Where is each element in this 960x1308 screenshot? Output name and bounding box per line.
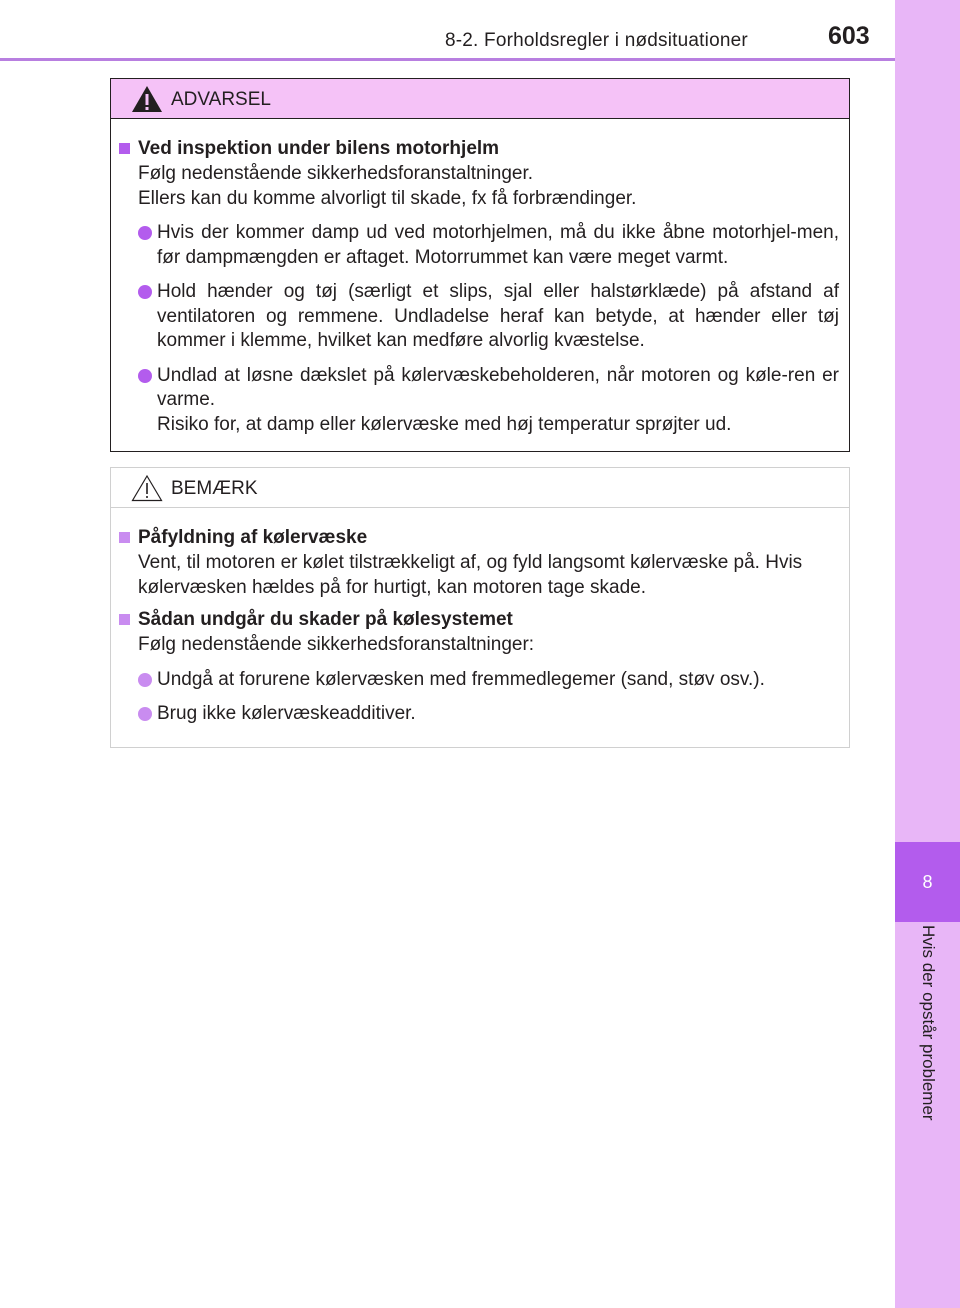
- notice-body: [111, 508, 849, 727]
- page-number: 603: [828, 22, 870, 50]
- chapter-title: Hvis der opstår problemer: [919, 925, 938, 1121]
- circle-bullet-icon: [138, 673, 152, 687]
- notice-section2-intro: Følg nedenstående sikkerhedsforanstaltninger:: [138, 634, 535, 655]
- notice-title: BEMÆRK: [171, 478, 258, 499]
- list-item-text: Hvis der kommer damp ud ved motorhjelmen, må du ikke åbne motorhjel-men, før dampmængden er aftaget. Motorrummet kan være meget varmt.: [157, 222, 839, 268]
- list-item-text: Hold hænder og tøj (særligt et slips, sjal eller halstørklæde) på afstand af ventilatoren og remmene. Undladelse heraf kan betyde, at hænder eller tøj kommer i klemme, hvilket kan medføre alvorlig kvæstelse.: [157, 281, 839, 351]
- list-item: [138, 702, 839, 727]
- list-item-text: Undlad at løsne dækslet på kølervæskebeholderen, når motoren og køle-ren er varme.: [157, 364, 839, 410]
- list-item-text: Undgå at forurene kølervæsken med fremmedlegemer (sand, støv osv.).: [157, 668, 765, 690]
- notice-section2-title: Sådan undgår du skader på kølesystemet: [138, 609, 513, 630]
- list-item: [138, 221, 839, 270]
- section-title: 8-2. Forholdsregler i nødsituationer: [445, 30, 748, 51]
- circle-bullet-icon: [138, 369, 152, 383]
- list-item-text-group: [157, 364, 839, 438]
- chapter-number-box: [895, 842, 960, 922]
- chapter-title-wrap: [895, 925, 960, 1170]
- notice-section1-heading: [119, 524, 839, 551]
- notice-box: [110, 467, 850, 748]
- circle-bullet-icon: [138, 226, 152, 240]
- list-item-text-line2: Risiko for, at damp eller kølervæske med høj temperatur sprøjter ud.: [157, 413, 732, 435]
- list-item: [138, 364, 839, 438]
- warning-title: ADVARSEL: [171, 89, 271, 110]
- warning-triangle-icon: [131, 85, 163, 113]
- square-bullet-icon: [119, 614, 130, 625]
- notice-section2-heading: [119, 606, 839, 633]
- caution-outline-triangle-icon: [131, 474, 163, 502]
- warning-section-title: Ved inspektion under bilens motorhjelm: [138, 138, 500, 159]
- list-item: [138, 668, 839, 693]
- warning-body: [111, 119, 849, 437]
- list-item-text: Brug ikke kølervæskeadditiver.: [157, 703, 416, 724]
- notice-section1-title: Påfyldning af kølervæske: [138, 527, 368, 548]
- warning-box: [110, 78, 850, 452]
- warning-header: [111, 79, 849, 119]
- header-rule: [0, 58, 895, 61]
- chapter-number: 8: [922, 871, 933, 892]
- chapter-side-tab: [895, 0, 960, 1308]
- list-item: [138, 280, 839, 354]
- warning-intro-line1: Følg nedenstående sikkerhedsforanstaltninger.: [138, 163, 534, 184]
- circle-bullet-icon: [138, 285, 152, 299]
- notice-header: [111, 468, 849, 508]
- warning-section-heading: [119, 135, 839, 162]
- notice-section1-text: Vent, til motoren er kølet tilstrækkeligt af, og fyld langsomt kølervæske på. Hvis kølervæsken hældes på for hurtigt, kan motoren tage skade.: [138, 552, 803, 598]
- circle-bullet-icon: [138, 707, 152, 721]
- warning-intro-line2: Ellers kan du komme alvorligt til skade, fx få forbrændinger.: [138, 187, 637, 209]
- square-bullet-icon: [119, 143, 130, 154]
- square-bullet-icon: [119, 532, 130, 543]
